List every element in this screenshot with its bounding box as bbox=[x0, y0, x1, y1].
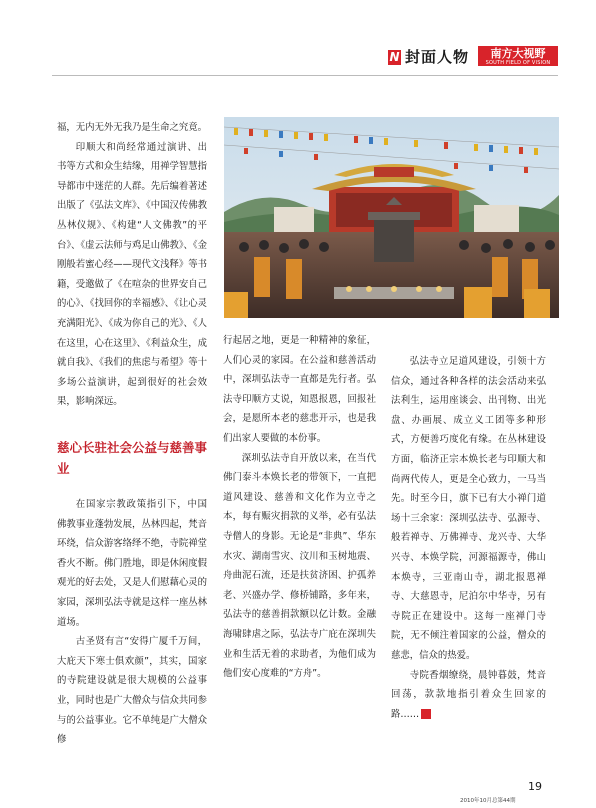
paragraph: 福，无内无外无我乃是生命之究竟。 bbox=[57, 122, 208, 133]
column-1-continued bbox=[57, 495, 207, 753]
paragraph: 古圣贤有言“安得广厦千万间，大庇天下寒士俱欢颜”，其实，国家的寺院建设就是很大规模的公益事业，同时也是广大僧众与信众共同参与的公益事业。它不单纯是广大僧众修 bbox=[57, 636, 208, 746]
page-number: 19 bbox=[528, 780, 542, 793]
brand-name-en: SOUTH FIELD OF VISION bbox=[485, 60, 551, 66]
paragraph: 在国家宗教政策指引下，中国佛教事业蓬勃发展，丛林四起，梵音环绕，信众游客络绎不绝，寺院禅堂香火不断。佛门胜地，即是休闲度假观光的好去处，又是人们慰藉心灵的家园，深圳弘法寺就是这样一座丛林道场。 bbox=[57, 499, 208, 628]
paragraph: 弘法寺立足道风建设，引领十方信众，通过各种各样的法会活动来弘法利生，运用座谈会、出刊物、出光盘、办画展、成立义工团等多种形式，方便善巧度化有缘。在丛林建设方面，临济正宗本焕长老与印顺大和尚两代传人，更是全心致力，一马当先。时至今日，旗下已有大小禅门道场十三余家：深圳弘法寺、弘源寺、般若禅寺、万佛禅寺、龙兴寺、大华兴寺、本焕学院，河源福源寺，佛山本焕寺，三亚南山寺，湖北报恩禅寺、大慈恩寺，尼泊尔中华寺，另有寺院正在建设中。这每一座禅门寺院，无不倾注着国家的公益，僧众的慈悲，信众的热爱。 bbox=[391, 356, 546, 661]
paragraph: 深圳弘法寺自开放以来，在当代佛门泰斗本焕长老的带领下，一直把道风建设、慈善和文化作为立寺之本，每有赈灾捐款的义举，必有弘法寺僧人的身影。无论是“非典”、华东水灾、湖南雪灾、汶川和玉树地震、舟曲泥石流，还是扶贫济困、护孤养老、兴盛办学、修桥铺路，多年来，弘法寺的慈善捐款额以亿计数。金融海啸肆虐之际，弘法寺广庇在深圳失业和生活无着的求助者，为他们成为他们安心度难的“方舟”。 bbox=[223, 452, 376, 680]
closing-text: 寺院香烟缭绕，晨钟暮鼓，梵音回荡，款款地指引着众生回家的路…… bbox=[391, 669, 546, 720]
paragraph: 行起居之地，更是一种精神的象征，人们心灵的家园。在公益和慈善活动中，深圳弘法寺一直都是先行者。弘法寺印顺方丈说，知恩报恩，回报社会，是愿所本老的慈悲开示，也是我们出家人要做的本份事。 bbox=[223, 335, 376, 444]
section-title: 封面人物 bbox=[405, 48, 470, 66]
paragraph: 印顺大和尚经常通过演讲、出书等方式和众生结缘，用禅学智慧指导都市中迷茫的人群。先后编着著述出版了《弘法文库》、《中国汉传佛教丛林仪规》、《构建“人文佛教”的平台》、《虚云法师与鸡足山佛教》、《金刚般若蜜心经——现代文浅释》等书籍，受邀做了《在喧杂的世界安自己的心》、《找回你的幸福感》、《让心灵充满阳光》、《成为你自己的光》、《人在这里，心在这里》、《利益众生，成就自我》、《我们的焦虑与希望》等十多场公益演讲，起到很好的社会效果，影响深远。 bbox=[57, 141, 208, 408]
article-end-icon: N bbox=[421, 709, 431, 719]
section-heading: 慈心长驻社会公益与慈善事业 bbox=[57, 440, 208, 476]
paragraph bbox=[391, 666, 546, 725]
temple-ceremony-photo bbox=[224, 117, 559, 318]
header-divider bbox=[52, 75, 558, 76]
issue-label: 2010年10月总第44期 bbox=[460, 798, 516, 804]
column-2 bbox=[223, 331, 376, 680]
magazine-logo-icon: N bbox=[389, 50, 400, 64]
brand-badge bbox=[478, 46, 558, 66]
column-1 bbox=[57, 118, 207, 418]
column-3 bbox=[391, 352, 546, 757]
brand-name-cn: 南方大视野 bbox=[490, 47, 546, 60]
